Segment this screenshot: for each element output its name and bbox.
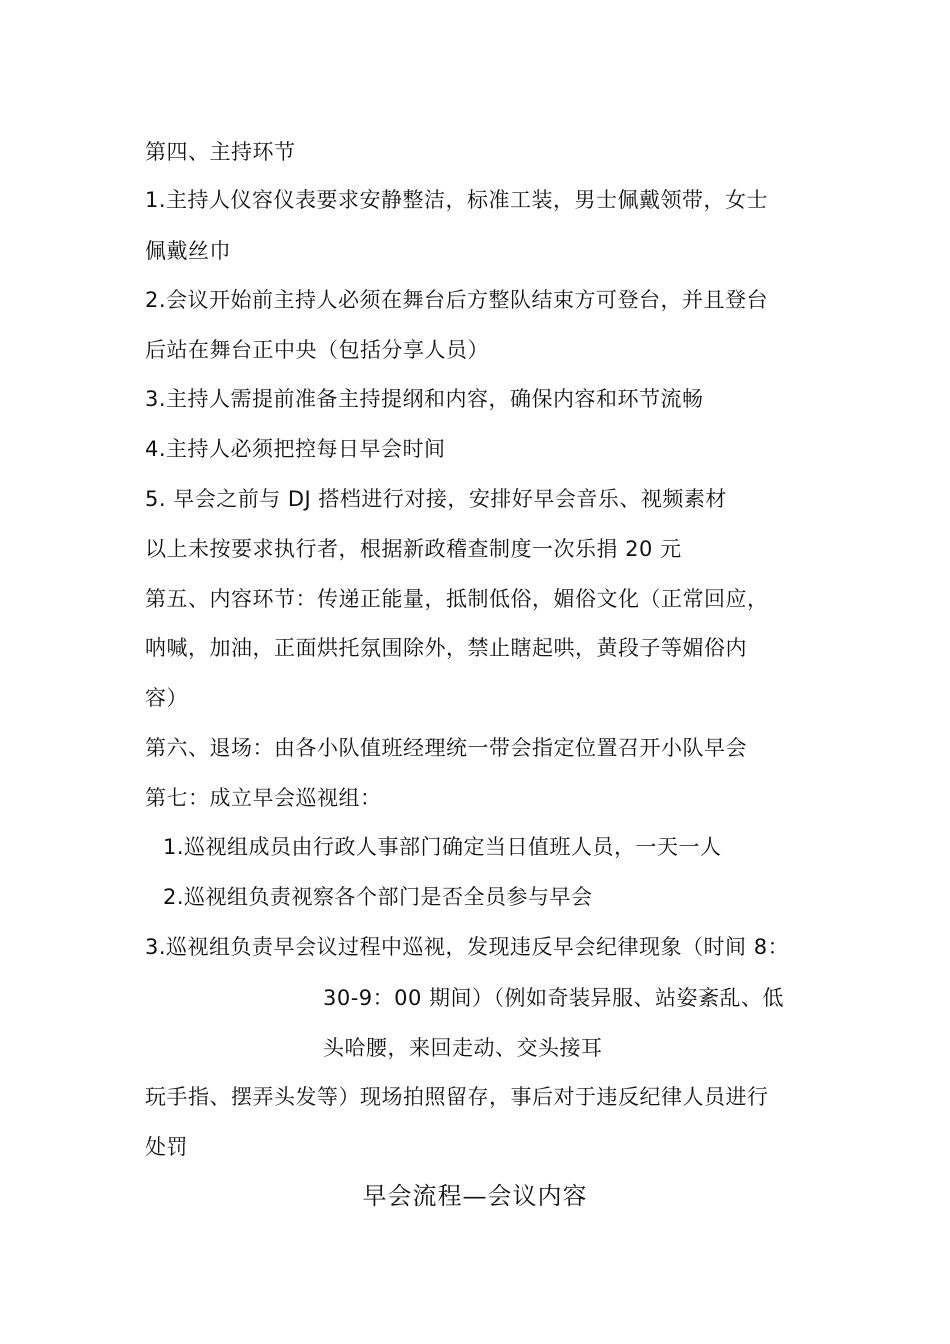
- paragraph-line: 呐喊，加油，正面烘托氛围除外，禁止瞎起哄，黄段子等媚俗内: [145, 636, 747, 660]
- paragraph-line: 头哈腰，来回走动、交头接耳: [323, 1036, 603, 1060]
- paragraph-line: 容）: [145, 686, 188, 710]
- paragraph-line: 4.主持人必须把控每日早会时间: [145, 437, 446, 461]
- paragraph-line: 以上未按要求执行者，根据新政稽查制度一次乐捐 20 元: [145, 537, 682, 561]
- paragraph-line: 5. 早会之前与 DJ 搭档进行对接，安排好早会音乐、视频素材: [145, 487, 727, 511]
- section-heading-content: 第五、内容环节：传递正能量，抵制低俗，媚俗文化（正常回应，: [145, 587, 769, 611]
- closing-title: 早会流程—会议内容: [362, 1182, 588, 1210]
- paragraph-line: 玩手指、摆弄头发等）现场拍照留存，事后对于违反纪律人员进行: [145, 1085, 769, 1109]
- paragraph-line: 后站在舞台正中央（包括分享人员）: [145, 338, 489, 362]
- section-heading-exit: 第六、退场：由各小队值班经理统一带会指定位置召开小队早会: [145, 736, 747, 760]
- paragraph-line: 佩戴丝巾: [145, 239, 231, 263]
- paragraph-line: 1.巡视组成员由行政人事部门确定当日值班人员，一天一人: [163, 835, 722, 859]
- paragraph-line: 3.主持人需提前准备主持提纲和内容，确保内容和环节流畅: [145, 387, 704, 411]
- paragraph-line: 30-9：00 期间）（例如奇装异服、站姿紊乱、低: [323, 986, 785, 1010]
- paragraph-line: 3.巡视组负责早会议过程中巡视，发现违反早会纪律现象（时间 8：: [145, 935, 790, 959]
- section-heading-hosting: 第四、主持环节: [145, 140, 296, 164]
- paragraph-line: 1.主持人仪容仪表要求安静整洁，标准工装，男士佩戴领带，女士: [145, 188, 769, 212]
- section-heading-patrol: 第七：成立早会巡视组：: [145, 786, 382, 810]
- paragraph-line: 2.会议开始前主持人必须在舞台后方整队结束方可登台，并且登台: [145, 288, 769, 312]
- paragraph-line: 2.巡视组负责视察各个部门是否全员参与早会: [163, 885, 593, 909]
- paragraph-line: 处罚: [145, 1135, 188, 1159]
